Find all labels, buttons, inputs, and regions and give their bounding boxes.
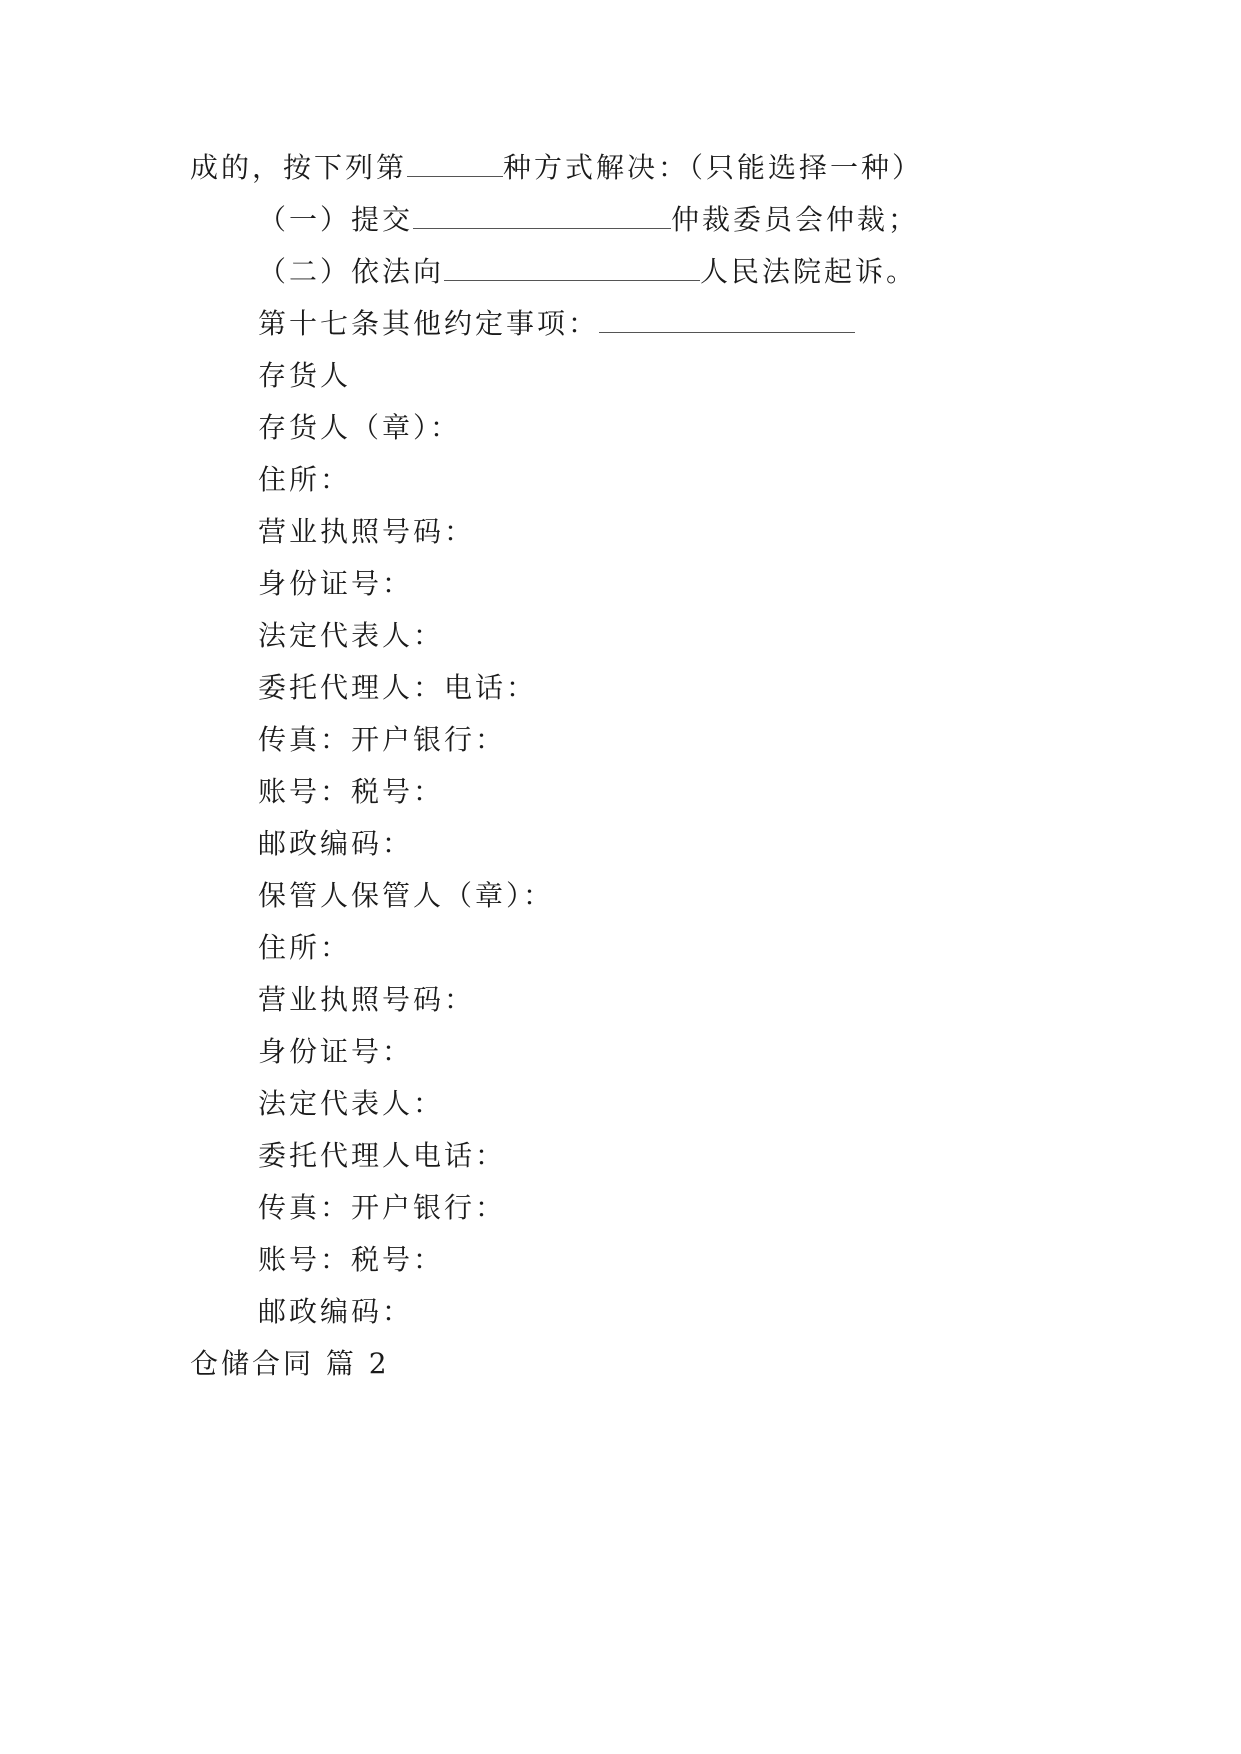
custodian-fax-bank: 传真：开户银行： — [258, 1191, 507, 1224]
custodian-id-number: 身份证号： — [258, 1035, 414, 1068]
depositor-postcode: 邮政编码： — [258, 827, 414, 860]
arbitration-committee-blank[interactable] — [413, 204, 671, 229]
court-prefix: （二）依法向 — [258, 255, 445, 288]
other-matters-label: 第十七条其他约定事项： — [258, 307, 600, 340]
depositor-id-number: 身份证号： — [258, 567, 414, 600]
arbitration-prefix: （一）提交 — [258, 203, 414, 236]
depositor-address: 住所： — [258, 463, 352, 496]
dispute-method-suffix: 种方式解决：（只能选择一种） — [503, 151, 924, 184]
arbitration-suffix: 仲裁委员会仲裁； — [671, 203, 920, 236]
court-name-blank[interactable] — [444, 256, 700, 281]
depositor-seal: 存货人（章）： — [258, 411, 462, 444]
custodian-license: 营业执照号码： — [258, 983, 476, 1016]
dispute-method-line — [190, 150, 923, 186]
dispute-method-prefix: 成的，按下列第 — [190, 151, 408, 184]
depositor-fax-bank: 传真：开户银行： — [258, 723, 507, 756]
next-section-title: 仓储合同 篇 2 — [190, 1347, 390, 1380]
custodian-legal-rep: 法定代表人： — [258, 1087, 445, 1120]
depositor-account-tax: 账号：税号： — [258, 775, 445, 808]
other-matters-line — [258, 306, 855, 342]
method-number-blank[interactable] — [407, 152, 503, 177]
depositor-agent-phone: 委托代理人：电话： — [258, 671, 538, 704]
arbitration-line — [258, 202, 919, 238]
depositor-heading: 存货人 — [258, 359, 352, 392]
depositor-legal-rep: 法定代表人： — [258, 619, 445, 652]
custodian-address: 住所： — [258, 931, 352, 964]
custodian-seal: 保管人保管人（章）： — [258, 879, 555, 912]
court-suffix: 人民法院起诉。 — [700, 255, 918, 288]
other-matters-blank[interactable] — [599, 308, 855, 333]
custodian-agent-phone: 委托代理人电话： — [258, 1139, 507, 1172]
custodian-postcode: 邮政编码： — [258, 1295, 414, 1328]
depositor-license: 营业执照号码： — [258, 515, 476, 548]
court-line — [258, 254, 917, 290]
custodian-account-tax: 账号：税号： — [258, 1243, 445, 1276]
